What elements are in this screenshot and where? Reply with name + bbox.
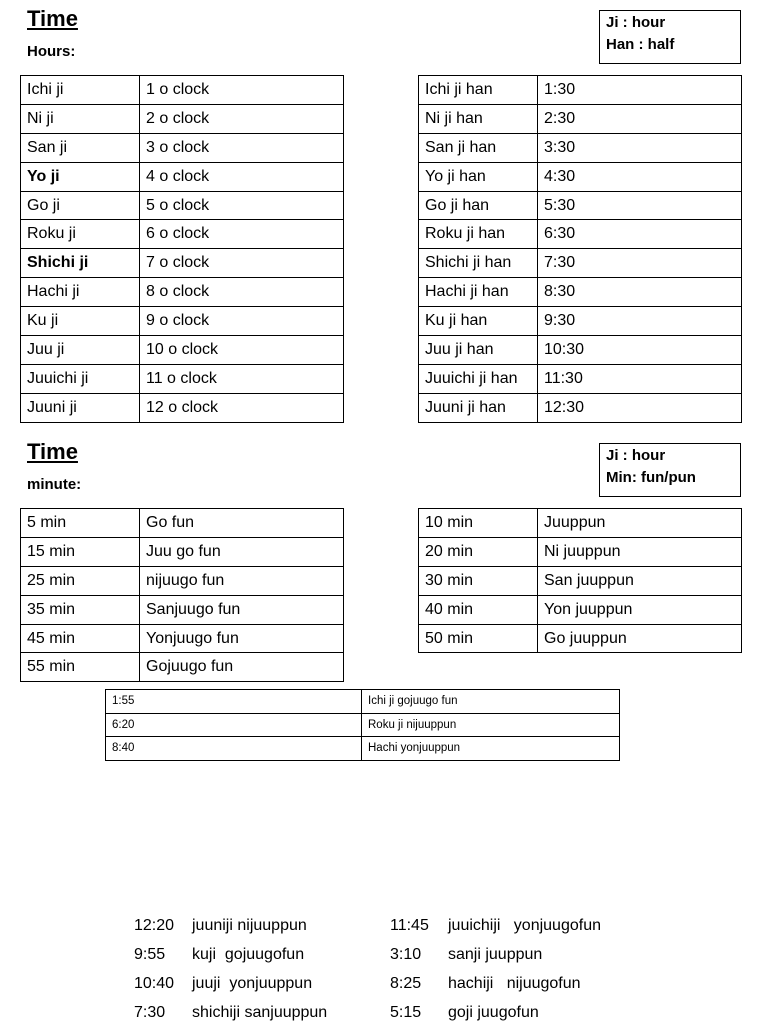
table-row <box>419 364 742 393</box>
practice-left-column <box>134 911 327 1027</box>
term-cell: 20 min <box>419 537 538 566</box>
hours-subtitle: Hours: <box>27 43 76 60</box>
term-cell: Juuni ji <box>21 393 140 422</box>
term-cell: 6:20 <box>106 713 362 737</box>
table-row <box>21 307 344 336</box>
meaning-cell: 6 o clock <box>140 220 344 249</box>
table-row <box>21 653 344 682</box>
meaning-cell: 2 o clock <box>140 104 344 133</box>
meaning-cell: San juuppun <box>538 566 742 595</box>
meaning-cell: 11 o clock <box>140 364 344 393</box>
meaning-cell: Gojuugo fun <box>140 653 344 682</box>
meaning-cell: Go juuppun <box>538 624 742 653</box>
practice-item <box>390 940 601 969</box>
term-cell: Yo ji <box>21 162 140 191</box>
practice-time: 12:20 <box>134 917 175 934</box>
meaning-cell: 10 o clock <box>140 336 344 365</box>
practice-item <box>134 969 327 998</box>
meaning-cell: Yonjuugo fun <box>140 624 344 653</box>
term-cell: Juuni ji han <box>419 393 538 422</box>
table-row <box>21 393 344 422</box>
term-cell: San ji <box>21 133 140 162</box>
term-cell: 45 min <box>21 624 140 653</box>
practice-time: 10:40 <box>134 975 175 992</box>
meaning-cell: 7:30 <box>538 249 742 278</box>
meaning-cell: 7 o clock <box>140 249 344 278</box>
minutes-note-box <box>599 443 741 497</box>
meaning-cell: 10:30 <box>538 336 742 365</box>
half-hours-table <box>418 75 742 423</box>
practice-reading: goji juugofun <box>448 1004 539 1021</box>
term-cell: Shichi ji <box>21 249 140 278</box>
practice-item <box>390 911 601 940</box>
term-cell: Ni ji <box>21 104 140 133</box>
minutes-title: Time <box>27 439 78 464</box>
table-row <box>419 249 742 278</box>
minutes-note-line-1: Ji : hour <box>606 447 666 464</box>
meaning-cell: Juuppun <box>538 509 742 538</box>
term-cell: 40 min <box>419 595 538 624</box>
practice-right-column <box>390 911 601 1027</box>
term-cell: 55 min <box>21 653 140 682</box>
hours-title: Time <box>27 6 78 31</box>
example-table <box>105 689 620 761</box>
term-cell: Juu ji <box>21 336 140 365</box>
meaning-cell: Juu go fun <box>140 537 344 566</box>
practice-time: 7:30 <box>134 1004 166 1021</box>
meaning-cell: Ichi ji gojuugo fun <box>362 690 620 714</box>
meaning-cell: 8:30 <box>538 278 742 307</box>
term-cell: Ichi ji han <box>419 76 538 105</box>
meaning-cell: 5 o clock <box>140 191 344 220</box>
table-row <box>21 220 344 249</box>
practice-item <box>134 940 327 969</box>
table-row <box>21 191 344 220</box>
full-hours-table <box>20 75 344 423</box>
hours-note-line-1: Ji : hour <box>606 14 666 31</box>
table-row <box>21 595 344 624</box>
hours-note-line-2: Han : half <box>606 36 675 53</box>
practice-reading: juuniji nijuuppun <box>192 917 307 934</box>
meaning-cell: Hachi yonjuuppun <box>362 737 620 761</box>
practice-time: 8:25 <box>390 975 422 992</box>
table-row <box>419 595 742 624</box>
practice-reading: juuji yonjuuppun <box>192 975 313 992</box>
table-row <box>419 566 742 595</box>
term-cell: Hachi ji <box>21 278 140 307</box>
meaning-cell: Ni juuppun <box>538 537 742 566</box>
term-cell: Ni ji han <box>419 104 538 133</box>
minutes-note-line-2: Min: fun/pun <box>606 469 696 486</box>
practice-time: 11:45 <box>390 917 429 934</box>
table-row <box>21 537 344 566</box>
term-cell: San ji han <box>419 133 538 162</box>
term-cell: 15 min <box>21 537 140 566</box>
meaning-cell: 12 o clock <box>140 393 344 422</box>
table-row <box>21 624 344 653</box>
practice-time: 9:55 <box>134 946 166 963</box>
table-row <box>419 133 742 162</box>
term-cell: Shichi ji han <box>419 249 538 278</box>
table-row <box>419 162 742 191</box>
meaning-cell: 5:30 <box>538 191 742 220</box>
practice-item <box>134 911 327 940</box>
table-row <box>419 104 742 133</box>
practice-reading: sanji juuppun <box>448 946 543 963</box>
term-cell: 30 min <box>419 566 538 595</box>
practice-time: 3:10 <box>390 946 422 963</box>
term-cell: Ku ji <box>21 307 140 336</box>
meaning-cell: 8 o clock <box>140 278 344 307</box>
table-row <box>419 278 742 307</box>
meaning-cell: 6:30 <box>538 220 742 249</box>
term-cell: Juuichi ji han <box>419 364 538 393</box>
minutes-right-table <box>418 508 742 653</box>
term-cell: Yo ji han <box>419 162 538 191</box>
practice-item <box>390 969 601 998</box>
table-row <box>106 713 620 737</box>
meaning-cell: 2:30 <box>538 104 742 133</box>
term-cell: 50 min <box>419 624 538 653</box>
meaning-cell: 12:30 <box>538 393 742 422</box>
meaning-cell: 11:30 <box>538 364 742 393</box>
minutes-subtitle: minute: <box>27 476 82 493</box>
meaning-cell: 4 o clock <box>140 162 344 191</box>
practice-reading: kuji gojuugofun <box>192 946 305 963</box>
table-row <box>21 336 344 365</box>
meaning-cell: 1 o clock <box>140 76 344 105</box>
table-row <box>21 76 344 105</box>
meaning-cell: 4:30 <box>538 162 742 191</box>
term-cell: Roku ji han <box>419 220 538 249</box>
meaning-cell: Roku ji nijuuppun <box>362 713 620 737</box>
practice-reading: juuichiji yonjuugofun <box>448 917 601 934</box>
table-row <box>419 509 742 538</box>
practice-time: 5:15 <box>390 1004 422 1021</box>
term-cell: 10 min <box>419 509 538 538</box>
table-row <box>419 76 742 105</box>
table-row <box>21 364 344 393</box>
term-cell: Juuichi ji <box>21 364 140 393</box>
meaning-cell: Sanjuugo fun <box>140 595 344 624</box>
table-row <box>106 690 620 714</box>
term-cell: Roku ji <box>21 220 140 249</box>
table-row <box>419 191 742 220</box>
meaning-cell: 3:30 <box>538 133 742 162</box>
table-row <box>106 737 620 761</box>
term-cell: Ku ji han <box>419 307 538 336</box>
table-row <box>419 220 742 249</box>
practice-reading: hachiji nijuugofun <box>448 975 581 992</box>
table-row <box>21 162 344 191</box>
table-row <box>419 307 742 336</box>
meaning-cell: 9 o clock <box>140 307 344 336</box>
table-row <box>21 566 344 595</box>
minutes-left-table <box>20 508 344 682</box>
term-cell: Juu ji han <box>419 336 538 365</box>
meaning-cell: 1:30 <box>538 76 742 105</box>
table-row <box>21 509 344 538</box>
term-cell: 35 min <box>21 595 140 624</box>
term-cell: Go ji han <box>419 191 538 220</box>
meaning-cell: Yon juuppun <box>538 595 742 624</box>
meaning-cell: Go fun <box>140 509 344 538</box>
table-row <box>419 624 742 653</box>
table-row <box>21 278 344 307</box>
table-row <box>419 537 742 566</box>
term-cell: 1:55 <box>106 690 362 714</box>
practice-item <box>134 998 327 1027</box>
meaning-cell: 3 o clock <box>140 133 344 162</box>
table-row <box>21 104 344 133</box>
term-cell: 5 min <box>21 509 140 538</box>
term-cell: Go ji <box>21 191 140 220</box>
term-cell: Ichi ji <box>21 76 140 105</box>
practice-reading: shichiji sanjuuppun <box>192 1004 328 1021</box>
table-row <box>419 393 742 422</box>
meaning-cell: 9:30 <box>538 307 742 336</box>
term-cell: 25 min <box>21 566 140 595</box>
practice-item <box>390 998 601 1027</box>
term-cell: 8:40 <box>106 737 362 761</box>
table-row <box>21 133 344 162</box>
term-cell: Hachi ji han <box>419 278 538 307</box>
table-row <box>21 249 344 278</box>
hours-note-box <box>599 10 741 64</box>
table-row <box>419 336 742 365</box>
meaning-cell: nijuugo fun <box>140 566 344 595</box>
